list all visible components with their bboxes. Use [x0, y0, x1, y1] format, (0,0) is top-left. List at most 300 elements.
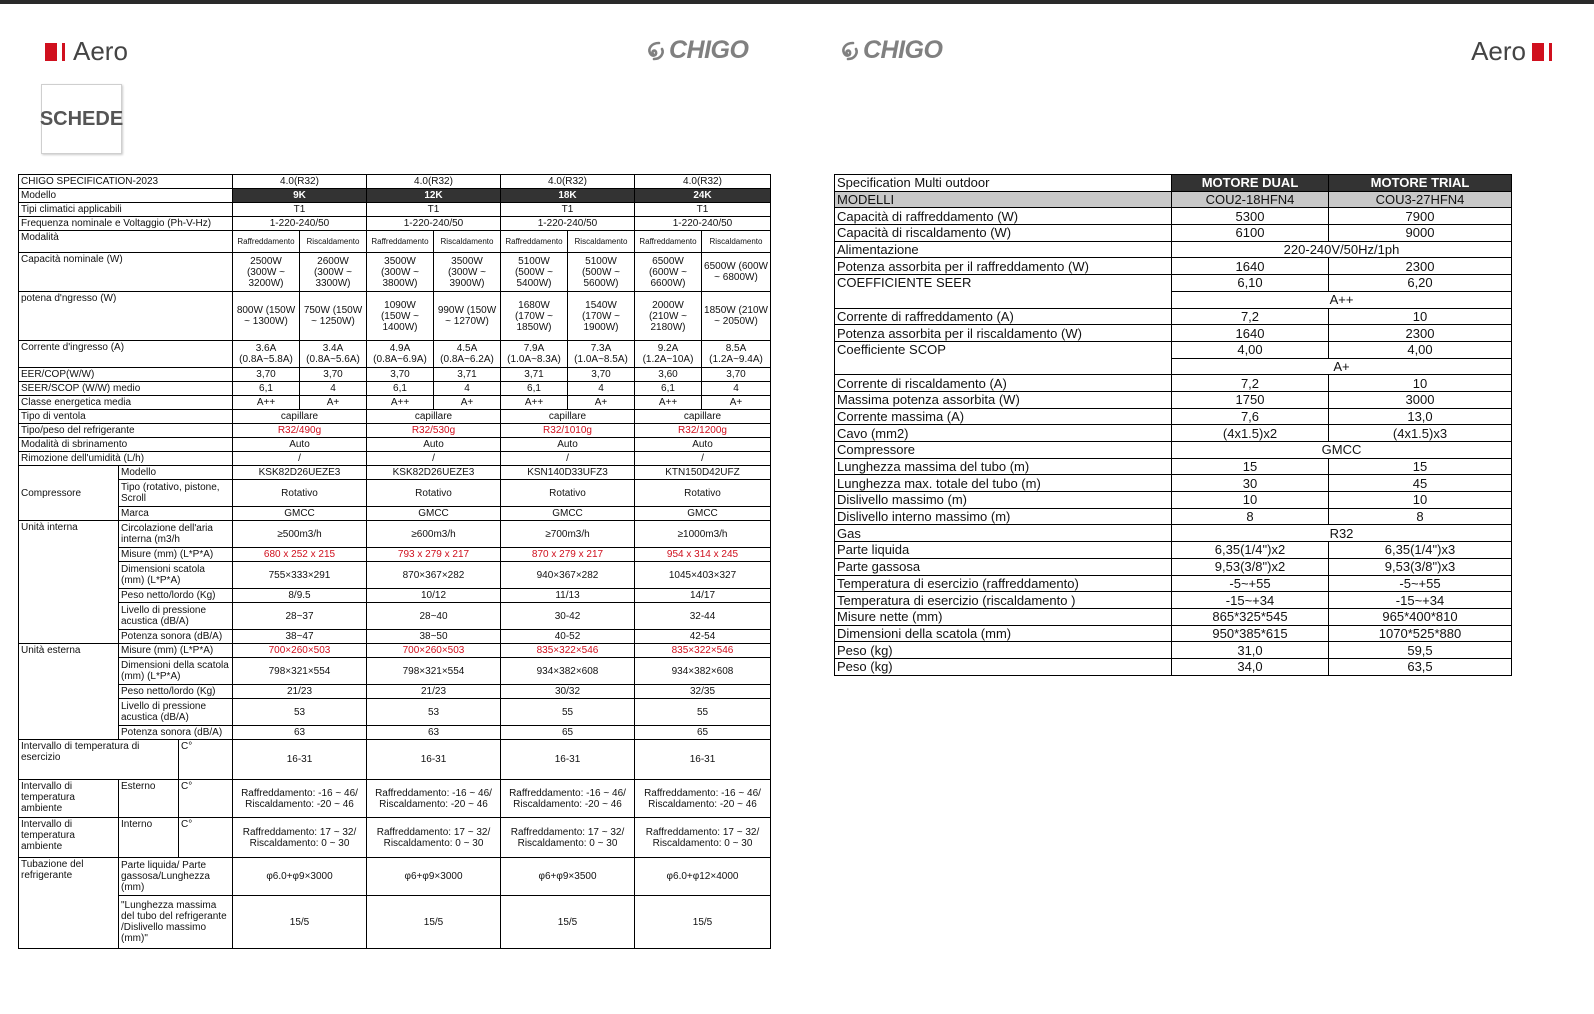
table-cell: capillare — [635, 410, 771, 424]
table-row — [19, 382, 771, 396]
table-cell: 6,35(1/4")x2 — [1172, 542, 1329, 559]
table-row — [19, 292, 771, 341]
table-cell: 3,71 — [501, 368, 568, 382]
table-cell: Raffreddamento — [501, 231, 568, 253]
table-cell: 680 x 252 x 215 — [233, 548, 367, 562]
table-cell: 16-31 — [501, 740, 635, 780]
row-label: Dimensioni scatola (mm) (L*P*A) — [119, 562, 233, 589]
cell-line: Raffreddamento: 17 ~ 32/ — [376, 826, 491, 838]
table-row — [19, 548, 771, 562]
table-cell: 10 — [1329, 492, 1512, 509]
table-cell: 2500W (300W ~ 3200W) — [233, 253, 300, 292]
table-cell: 5100W (500W ~ 5400W) — [501, 253, 568, 292]
table-cell: 1640 — [1172, 258, 1329, 275]
table-cell: 3,60 — [635, 368, 702, 382]
table-cell: 7,6 — [1172, 408, 1329, 425]
row-label: Specification Multi outdoor — [835, 175, 1172, 192]
table-cell — [635, 818, 771, 858]
row-label: MODELLI — [835, 191, 1172, 208]
table-cell: A+ — [568, 396, 635, 410]
table-cell: 800W (150W ~ 1300W) — [233, 292, 300, 341]
table-cell: 15/5 — [501, 896, 635, 949]
row-label: Unità interna — [19, 521, 119, 644]
table-row — [835, 425, 1512, 442]
row-label: Compressore — [19, 466, 119, 521]
table-row — [835, 275, 1512, 292]
column-header: MOTORE DUAL — [1172, 175, 1329, 192]
table-cell: 1-220-240/50 — [501, 217, 635, 231]
table-cell: 7,2 — [1172, 375, 1329, 392]
table-cell: 6,1 — [367, 382, 434, 396]
table-cell — [233, 780, 367, 818]
row-label: Dislivello massimo (m) — [835, 492, 1172, 509]
cell-line: Riscaldamento: -20 ~ 46 — [648, 798, 757, 810]
row-label: Tubazione del refrigerante — [19, 858, 119, 949]
unit-label: C° — [179, 780, 233, 818]
table-cell: 4,00 — [1329, 341, 1512, 358]
table-cell: 870 x 279 x 217 — [501, 548, 635, 562]
cell-line: Raffreddamento: -16 ~ 46/ — [644, 787, 761, 799]
table-row — [835, 475, 1512, 492]
table-cell: 3.4A (0.8A~5.6A) — [300, 341, 367, 368]
table-row — [835, 625, 1512, 642]
table-row — [19, 189, 771, 203]
table-cell: GMCC — [367, 507, 501, 521]
row-label: Corrente di raffreddamento (A) — [835, 308, 1172, 325]
energy-class: A++ — [1172, 291, 1512, 308]
cell-line: Riscaldamento: 0 ~ 30 — [249, 837, 350, 849]
row-label: Modalità di sbrinamento — [19, 438, 233, 452]
row-label: Intervallo di temperatura ambiente — [19, 818, 119, 858]
table-cell: 870×367×282 — [367, 562, 501, 589]
row-label: Dimensioni della scatola (mm) — [835, 625, 1172, 642]
table-cell: / — [501, 452, 635, 466]
brand-mark-bar — [62, 43, 65, 61]
table-row — [19, 424, 771, 438]
table-cell: Rotativo — [501, 480, 635, 507]
table-cell: 53 — [233, 699, 367, 726]
table-cell: 835×322×546 — [635, 644, 771, 658]
table-cell: 3,70 — [367, 368, 434, 382]
table-cell: 16-31 — [233, 740, 367, 780]
table-row — [835, 442, 1512, 459]
table-cell: 10 — [1329, 375, 1512, 392]
table-row — [19, 438, 771, 452]
row-label: Peso netto/lordo (Kg) — [119, 685, 233, 699]
table-cell: 40-52 — [501, 630, 635, 644]
table-cell — [501, 780, 635, 818]
table-cell: 1045×403×327 — [635, 562, 771, 589]
table-row — [835, 191, 1512, 208]
table-cell: 30/32 — [501, 685, 635, 699]
table-row — [19, 466, 771, 480]
brand-right — [1471, 36, 1552, 67]
table-cell: Auto — [635, 438, 771, 452]
table-cell: 1090W (150W ~ 1400W) — [367, 292, 434, 341]
table-cell — [233, 818, 367, 858]
row-label: Capacità nominale (W) — [19, 253, 233, 292]
table-cell: 700×260×503 — [233, 644, 367, 658]
chigo-logo-text: CHIGO — [863, 36, 943, 64]
table-row — [835, 458, 1512, 475]
catalog-page — [0, 4, 1594, 1014]
table-cell: 8 — [1172, 508, 1329, 525]
table-cell: 32/35 — [635, 685, 771, 699]
table-row — [19, 644, 771, 658]
table-row — [19, 740, 771, 780]
table-row — [19, 896, 771, 949]
table-cell: 6,1 — [501, 382, 568, 396]
table-row — [19, 603, 771, 630]
schede-label: SCHEDE — [41, 84, 122, 154]
table-cell: / — [233, 452, 367, 466]
unit-label: C° — [179, 740, 233, 780]
table-cell: T1 — [501, 203, 635, 217]
table-cell: 8.5A (1.2A~9.4A) — [702, 341, 771, 368]
table-row — [19, 685, 771, 699]
cell-line: Riscaldamento: -20 ~ 46 — [379, 798, 488, 810]
table-cell: Rotativo — [233, 480, 367, 507]
table-cell: Riscaldamento — [300, 231, 367, 253]
table-cell: Raffreddamento — [367, 231, 434, 253]
table-cell — [367, 818, 501, 858]
row-label: Dimensioni della scatola (mm) (L*P*A) — [119, 658, 233, 685]
table-cell: 15/5 — [635, 896, 771, 949]
table-cell: 3,70 — [233, 368, 300, 382]
table-row — [835, 208, 1512, 225]
table-row — [19, 780, 771, 818]
table-row — [19, 480, 771, 507]
table-cell: Raffreddamento — [635, 231, 702, 253]
table-cell: 10 — [1172, 492, 1329, 509]
table-cell: 793 x 279 x 217 — [367, 548, 501, 562]
table-row — [19, 858, 771, 896]
table-row — [19, 175, 771, 189]
table-cell: 30-42 — [501, 603, 635, 630]
table-row — [19, 507, 771, 521]
row-label: SEER/SCOP (W/W) medio — [19, 382, 233, 396]
table-cell: -15~+34 — [1172, 592, 1329, 609]
table-row — [835, 542, 1512, 559]
table-cell: 63,5 — [1329, 658, 1512, 675]
table-cell: ≥500m3/h — [233, 521, 367, 548]
table-cell: / — [367, 452, 501, 466]
table-row — [19, 231, 771, 253]
table-cell: T1 — [233, 203, 367, 217]
row-label: potena d'ngresso (W) — [19, 292, 233, 341]
table-cell: 8/9.5 — [233, 589, 367, 603]
row-label: Misure nette (mm) — [835, 608, 1172, 625]
table-cell: 2300 — [1329, 325, 1512, 342]
table-cell: 10/12 — [367, 589, 501, 603]
cell-line: Riscaldamento: 0 ~ 30 — [383, 837, 484, 849]
brand-left — [45, 36, 128, 67]
energy-class: A+ — [1172, 358, 1512, 375]
table-cell: 2000W (210W ~ 2180W) — [635, 292, 702, 341]
table-cell: T1 — [367, 203, 501, 217]
cell-line: Riscaldamento: 0 ~ 30 — [652, 837, 753, 849]
table-cell: Rotativo — [367, 480, 501, 507]
table-cell: Rotativo — [635, 480, 771, 507]
table-row — [835, 241, 1512, 258]
table-cell: A++ — [233, 396, 300, 410]
table-cell: 63 — [233, 726, 367, 740]
table-cell: 55 — [501, 699, 635, 726]
table-cell: 32-44 — [635, 603, 771, 630]
cell-line: Raffreddamento: 17 ~ 32/ — [242, 826, 357, 838]
table-cell: 4.0(R32) — [501, 175, 635, 189]
table-cell: 954 x 314 x 245 — [635, 548, 771, 562]
table-row — [835, 508, 1512, 525]
brand-mark-square — [45, 43, 57, 61]
table-cell: 4.0(R32) — [233, 175, 367, 189]
table-cell: 934×382×608 — [501, 658, 635, 685]
table-cell: 4.5A (0.8A~6.2A) — [434, 341, 501, 368]
table-row — [835, 558, 1512, 575]
table-cell: A++ — [501, 396, 568, 410]
row-label: Misure (mm) (L*P*A) — [119, 644, 233, 658]
table-cell: (4x1.5)x3 — [1329, 425, 1512, 442]
table-cell: ≥600m3/h — [367, 521, 501, 548]
table-cell: 3,70 — [300, 368, 367, 382]
row-label: Temperatura di esercizio (raffreddamento) — [835, 575, 1172, 592]
table-cell: 38~50 — [367, 630, 501, 644]
table-cell: 7900 — [1329, 208, 1512, 225]
row-label: Modello — [119, 466, 233, 480]
table-cell: 3,70 — [702, 368, 771, 382]
brand-name-right: Aero — [1471, 36, 1526, 66]
table-cell: 21/23 — [367, 685, 501, 699]
table-cell: 53 — [367, 699, 501, 726]
table-cell: 4.9A (0.8A~6.9A) — [367, 341, 434, 368]
table-cell: 2300 — [1329, 258, 1512, 275]
table-cell: 3000 — [1329, 391, 1512, 408]
table-cell: φ6.0+φ9×3000 — [233, 858, 367, 896]
row-label: Corrente d'ingresso (A) — [19, 341, 233, 368]
table-cell: 4,00 — [1172, 341, 1329, 358]
cell-line: Riscaldamento: -20 ~ 46 — [513, 798, 622, 810]
row-label: Esterno — [119, 780, 179, 818]
table-cell: capillare — [501, 410, 635, 424]
table-row — [19, 630, 771, 644]
table-row — [835, 375, 1512, 392]
table-cell: 6500W (600W ~ 6600W) — [635, 253, 702, 292]
table-cell: 15 — [1329, 458, 1512, 475]
table-cell: 59,5 — [1329, 642, 1512, 659]
table-cell: 6500W (600W ~ 6800W) — [702, 253, 771, 292]
table-row — [19, 396, 771, 410]
table-cell: KSK82D26UEZE3 — [233, 466, 367, 480]
table-cell: GMCC — [233, 507, 367, 521]
table-cell: A++ — [635, 396, 702, 410]
table-cell — [367, 780, 501, 818]
table-row — [19, 368, 771, 382]
table-cell: 865*325*545 — [1172, 608, 1329, 625]
table-cell: KTN150D42UFZ — [635, 466, 771, 480]
table-row — [835, 658, 1512, 675]
table-cell: / — [635, 452, 771, 466]
table-cell: 940×367×282 — [501, 562, 635, 589]
brand-name-left: Aero — [73, 36, 128, 66]
table-cell: Riscaldamento — [568, 231, 635, 253]
table-cell: 1-220-240/50 — [367, 217, 501, 231]
table-row — [19, 818, 771, 858]
table-cell: 65 — [501, 726, 635, 740]
row-label: Unità esterna — [19, 644, 119, 740]
row-label: Corrente di riscaldamento (A) — [835, 375, 1172, 392]
table-cell: Riscaldamento — [434, 231, 501, 253]
table-cell: 1-220-240/50 — [233, 217, 367, 231]
table-cell: 8 — [1329, 508, 1512, 525]
table-cell: 9K — [233, 189, 367, 203]
table-row — [835, 525, 1512, 542]
table-cell — [635, 780, 771, 818]
table-cell: R32/1200g — [635, 424, 771, 438]
row-label: Rimozione dell'umidità (L/h) — [19, 452, 233, 466]
column-header: MOTORE TRIAL — [1329, 175, 1512, 192]
table-cell: 10 — [1329, 308, 1512, 325]
table-cell: 65 — [635, 726, 771, 740]
table-cell: 28~37 — [233, 603, 367, 630]
table-row — [19, 589, 771, 603]
table-cell: 798×321×554 — [233, 658, 367, 685]
table-cell: 5100W (500W ~ 5600W) — [568, 253, 635, 292]
table-cell: GMCC — [501, 507, 635, 521]
table-cell: 965*400*810 — [1329, 608, 1512, 625]
table-cell: Riscaldamento — [702, 231, 771, 253]
row-label: Peso (kg) — [835, 642, 1172, 659]
table-row — [835, 325, 1512, 342]
table-cell: -15~+34 — [1329, 592, 1512, 609]
cell-line: Raffreddamento: -16 ~ 46/ — [375, 787, 492, 799]
table-cell: 4.0(R32) — [635, 175, 771, 189]
table-cell: 3,70 — [568, 368, 635, 382]
table-cell: 6,10 — [1172, 275, 1329, 292]
table-cell: A+ — [300, 396, 367, 410]
table-cell: COU2-18HFN4 — [1172, 191, 1329, 208]
table-cell: 6,20 — [1329, 275, 1512, 292]
row-label: Intervallo di temperatura di esercizio — [19, 740, 179, 780]
table-cell: R32/490g — [233, 424, 367, 438]
row-label: Interno — [119, 818, 179, 858]
row-label: Temperatura di esercizio (riscaldamento ) — [835, 592, 1172, 609]
chigo-swirl-icon — [839, 40, 861, 62]
row-label: Marca — [119, 507, 233, 521]
row-label: COEFFICIENTE SEER — [835, 275, 1172, 308]
table-cell: 1540W (170W ~ 1900W) — [568, 292, 635, 341]
chigo-spec-table — [18, 174, 771, 949]
table-cell: capillare — [367, 410, 501, 424]
cell-line: Raffreddamento: -16 ~ 46/ — [509, 787, 626, 799]
table-cell: 3500W (300W ~ 3800W) — [367, 253, 434, 292]
table-cell: 45 — [1329, 475, 1512, 492]
table-cell: φ6+φ9×3000 — [367, 858, 501, 896]
table-cell: R32/530g — [367, 424, 501, 438]
table-cell: 3,71 — [434, 368, 501, 382]
table-cell: 1070*525*880 — [1329, 625, 1512, 642]
table-cell: Auto — [233, 438, 367, 452]
row-label: Corrente massima (A) — [835, 408, 1172, 425]
table-cell: 9,53(3/8")x3 — [1329, 558, 1512, 575]
table-row — [19, 521, 771, 548]
table-cell: GMCC — [1172, 442, 1512, 459]
row-label: Classe energetica media — [19, 396, 233, 410]
row-label: Potenza sonora (dB/A) — [119, 726, 233, 740]
table-cell: 1750 — [1172, 391, 1329, 408]
table-cell: T1 — [635, 203, 771, 217]
table-row — [835, 608, 1512, 625]
table-cell: 6100 — [1172, 225, 1329, 242]
table-cell: KSN140D33UFZ3 — [501, 466, 635, 480]
table-cell: COU3-27HFN4 — [1329, 191, 1512, 208]
table-row — [835, 492, 1512, 509]
row-label: Capacità di raffreddamento (W) — [835, 208, 1172, 225]
table-cell: 835×322×546 — [501, 644, 635, 658]
table-row — [19, 452, 771, 466]
table-row — [835, 308, 1512, 325]
row-label: Massima potenza assorbita (W) — [835, 391, 1172, 408]
row-label: Parte liquida — [835, 542, 1172, 559]
table-cell: 700×260×503 — [367, 644, 501, 658]
table-cell: 798×321×554 — [367, 658, 501, 685]
row-label: Compressore — [835, 442, 1172, 459]
table-cell: 1-220-240/50 — [635, 217, 771, 231]
row-label: Modalità — [19, 231, 233, 253]
multi-outdoor-table — [834, 174, 1512, 676]
table-cell: 6,35(1/4")x3 — [1329, 542, 1512, 559]
table-cell: 4 — [300, 382, 367, 396]
table-cell: KSK82D26UEZE3 — [367, 466, 501, 480]
table-cell: 12K — [367, 189, 501, 203]
table-row — [19, 699, 771, 726]
row-label: Misure (mm) (L*P*A) — [119, 548, 233, 562]
chigo-logo-right — [839, 36, 942, 65]
table-cell: 3500W (300W ~ 3900W) — [434, 253, 501, 292]
table-cell: 42-54 — [635, 630, 771, 644]
table-cell: 6,1 — [635, 382, 702, 396]
table-cell: 4.0(R32) — [367, 175, 501, 189]
table-cell: 4 — [434, 382, 501, 396]
table-cell: 55 — [635, 699, 771, 726]
table-cell: 4 — [568, 382, 635, 396]
cell-line: Riscaldamento: -20 ~ 46 — [245, 798, 354, 810]
table-cell: 755×333×291 — [233, 562, 367, 589]
table-row — [835, 642, 1512, 659]
table-row — [835, 592, 1512, 609]
table-cell: A+ — [702, 396, 771, 410]
unit-label: C° — [179, 818, 233, 858]
table-row — [19, 203, 771, 217]
row-label: CHIGO SPECIFICATION-2023 — [19, 175, 233, 189]
row-label: Tipo di ventola — [19, 410, 233, 424]
brand-mark-bar — [1549, 43, 1552, 61]
table-cell: 31,0 — [1172, 642, 1329, 659]
row-label: Livello di pressione acustica (dB/A) — [119, 603, 233, 630]
row-label: Peso (kg) — [835, 658, 1172, 675]
table-cell: 14/17 — [635, 589, 771, 603]
table-cell: -5~+55 — [1172, 575, 1329, 592]
table-cell: Raffreddamento — [233, 231, 300, 253]
table-cell: capillare — [233, 410, 367, 424]
table-cell: 34,0 — [1172, 658, 1329, 675]
table-cell: 7,2 — [1172, 308, 1329, 325]
table-cell: 18K — [501, 189, 635, 203]
table-cell: (4x1.5)x2 — [1172, 425, 1329, 442]
table-cell: 21/23 — [233, 685, 367, 699]
row-label: Potenza assorbita per il riscaldamento (W) — [835, 325, 1172, 342]
table-cell: 7.9A (1.0A~8.3A) — [501, 341, 568, 368]
table-cell: GMCC — [635, 507, 771, 521]
